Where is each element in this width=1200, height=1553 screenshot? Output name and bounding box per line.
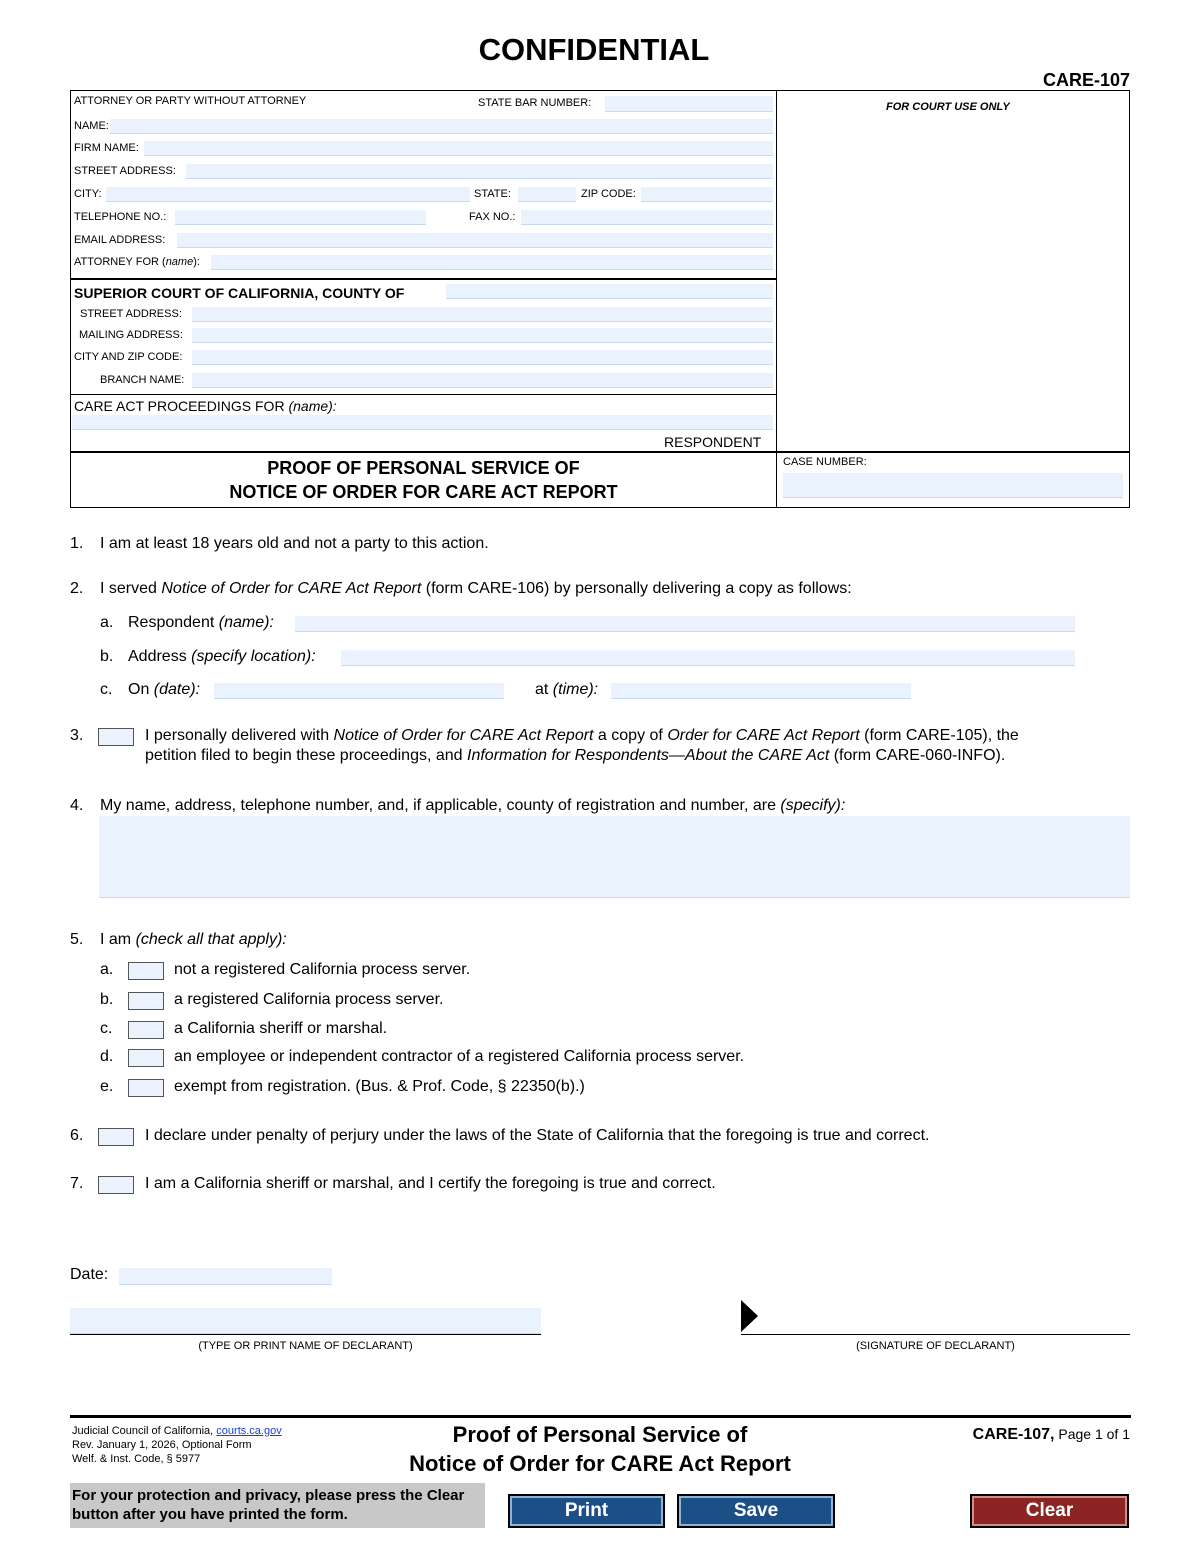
form-title-line2: NOTICE OF ORDER FOR CARE ACT REPORT: [229, 482, 618, 502]
confidential-heading: CONFIDENTIAL: [478, 32, 710, 67]
county-field[interactable]: [446, 284, 773, 299]
form-title-line1: PROOF OF PERSONAL SERVICE OF: [267, 458, 580, 478]
phone-label: TELEPHONE NO.:: [74, 211, 167, 223]
item-3-number: 3.: [70, 727, 84, 744]
city-field[interactable]: [106, 187, 470, 202]
footer-council: Judicial Council of California, courts.ca.gov: [72, 1425, 282, 1437]
attorney-for-field[interactable]: [211, 255, 773, 270]
item-5b-checkbox[interactable]: [128, 992, 164, 1010]
item-4-number: 4.: [70, 797, 84, 814]
court-street-field[interactable]: [192, 307, 773, 322]
print-button[interactable]: Print: [508, 1494, 665, 1528]
item-2a-label: Respondent (name):: [128, 614, 274, 631]
declarant-info-field[interactable]: [99, 816, 1130, 898]
name-label: NAME:: [74, 120, 109, 132]
street-field[interactable]: [186, 164, 773, 179]
item-1-number: 1.: [70, 535, 84, 552]
fax-label: FAX NO.:: [469, 211, 516, 223]
item-5d-label: an employee or independent contractor of a registered California process server.: [174, 1048, 745, 1065]
court-mailing-label: MAILING ADDRESS:: [79, 329, 183, 341]
court-mailing-field[interactable]: [192, 328, 773, 343]
item-6-checkbox[interactable]: [98, 1128, 134, 1146]
item-7-number: 7.: [70, 1175, 84, 1192]
signature-field[interactable]: [760, 1300, 1130, 1334]
item-1-text: I am at least 18 years old and not a party to this action.: [100, 535, 489, 552]
item-2b-letter: b.: [100, 648, 114, 665]
fax-field[interactable]: [521, 210, 773, 225]
proceedings-label: CARE ACT PROCEEDINGS FOR (name):: [74, 398, 337, 414]
service-date-field[interactable]: [214, 683, 504, 699]
firm-field[interactable]: [144, 141, 773, 156]
zip-field[interactable]: [641, 187, 773, 202]
item-5d-checkbox[interactable]: [128, 1049, 164, 1067]
item-6-number: 6.: [70, 1127, 84, 1144]
signature-caption: (SIGNATURE OF DECLARANT): [856, 1340, 1015, 1352]
privacy-notice: For your protection and privacy, please press the Clear button after you have printed the form.: [70, 1483, 485, 1528]
state-label: STATE:: [474, 188, 511, 200]
signature-date-field[interactable]: [119, 1268, 332, 1285]
email-label: EMAIL ADDRESS:: [74, 234, 166, 246]
zip-label: ZIP CODE:: [581, 188, 636, 200]
clear-button[interactable]: Clear: [970, 1494, 1129, 1528]
item-5b-letter: b.: [100, 991, 114, 1008]
item-5a-letter: a.: [100, 961, 114, 978]
item-5-text: I am (check all that apply):: [100, 931, 287, 948]
footer-title-line2: Notice of Order for CARE Act Report: [409, 1451, 791, 1476]
item-2c-letter: c.: [100, 681, 113, 698]
item-5-number: 5.: [70, 931, 84, 948]
court-branch-label: BRANCH NAME:: [100, 374, 185, 386]
respondent-label: RESPONDENT: [664, 434, 762, 450]
item-5d-letter: d.: [100, 1048, 114, 1065]
court-use-label: FOR COURT USE ONLY: [886, 101, 1010, 113]
item-5e-letter: e.: [100, 1078, 114, 1095]
footer-rev: Rev. January 1, 2026, Optional Form: [72, 1439, 252, 1451]
item-3-text-line2: petition filed to begin these proceedings, and Information for Respondents—About the CARE Act (form CARE-060-INFO).: [145, 747, 1006, 764]
signature-arrow-icon: [741, 1300, 758, 1332]
item-7-text: I am a California sheriff or marshal, and I certify the foregoing is true and correct.: [145, 1175, 716, 1192]
court-cityzip-field[interactable]: [192, 350, 773, 365]
proceedings-field[interactable]: [72, 415, 773, 430]
court-heading: SUPERIOR COURT OF CALIFORNIA, COUNTY OF: [74, 285, 405, 301]
declarant-name-field[interactable]: [70, 1308, 541, 1334]
address-location-field[interactable]: [341, 650, 1075, 666]
court-street-label: STREET ADDRESS:: [80, 308, 182, 320]
item-5b-label: a registered California process server.: [174, 991, 444, 1008]
item-5e-checkbox[interactable]: [128, 1079, 164, 1097]
item-5c-letter: c.: [100, 1020, 113, 1037]
item-6-text: I declare under penalty of perjury under the laws of the State of California that the foregoing is true and correct.: [145, 1127, 930, 1144]
state-bar-field[interactable]: [605, 96, 773, 112]
email-field[interactable]: [177, 233, 773, 248]
footer-title-line1: Proof of Personal Service of: [452, 1422, 748, 1447]
form-id: CARE-107: [1042, 70, 1130, 90]
date-label: Date:: [70, 1266, 109, 1283]
footer-page: CARE-107, Page 1 of 1: [972, 1426, 1130, 1443]
case-number-field[interactable]: [783, 473, 1123, 498]
firm-label: FIRM NAME:: [74, 142, 139, 154]
footer-code: Welf. & Inst. Code, § 5977: [72, 1453, 201, 1465]
item-4-text: My name, address, telephone number, and, if applicable, county of registration and number, are (specify):: [100, 797, 846, 814]
item-5e-label: exempt from registration. (Bus. & Prof. Code, § 22350(b).): [174, 1078, 585, 1095]
attorney-for-label: ATTORNEY FOR (name):: [74, 256, 200, 268]
item-5c-label: a California sheriff or marshal.: [174, 1020, 388, 1037]
court-cityzip-label: CITY AND ZIP CODE:: [74, 351, 183, 363]
save-button[interactable]: Save: [677, 1494, 835, 1528]
city-label: CITY:: [74, 188, 102, 200]
declarant-name-caption: (TYPE OR PRINT NAME OF DECLARANT): [198, 1340, 413, 1352]
respondent-name-field[interactable]: [295, 616, 1075, 632]
attorney-heading: ATTORNEY OR PARTY WITHOUT ATTORNEY: [74, 95, 307, 107]
item-2b-label: Address (specify location):: [128, 648, 316, 665]
item-2c-label: On (date):: [128, 681, 201, 698]
item-2-number: 2.: [70, 580, 84, 597]
item-3-text-line1: I personally delivered with Notice of Order for CARE Act Report a copy of Order for CARE Act Report (form CARE-105), the: [145, 727, 1019, 744]
item-2c-time-label: at (time):: [535, 681, 599, 698]
case-number-label: CASE NUMBER:: [783, 456, 867, 468]
phone-field[interactable]: [175, 210, 426, 225]
state-bar-label: STATE BAR NUMBER:: [478, 97, 592, 109]
name-field[interactable]: [110, 119, 773, 134]
item-5a-label: not a registered California process server.: [174, 961, 471, 978]
court-branch-field[interactable]: [192, 373, 773, 388]
item-7-checkbox[interactable]: [98, 1176, 134, 1194]
item-3-checkbox[interactable]: [98, 728, 134, 746]
courts-link[interactable]: courts.ca.gov: [216, 1425, 282, 1437]
item-5c-checkbox[interactable]: [128, 1021, 164, 1039]
item-2a-letter: a.: [100, 614, 114, 631]
item-2-text: I served Notice of Order for CARE Act Report (form CARE-106) by personally delivering a copy as follows:: [100, 580, 852, 597]
item-5a-checkbox[interactable]: [128, 962, 164, 980]
street-label: STREET ADDRESS:: [74, 165, 176, 177]
service-time-field[interactable]: [611, 683, 911, 699]
state-field[interactable]: [518, 187, 576, 202]
